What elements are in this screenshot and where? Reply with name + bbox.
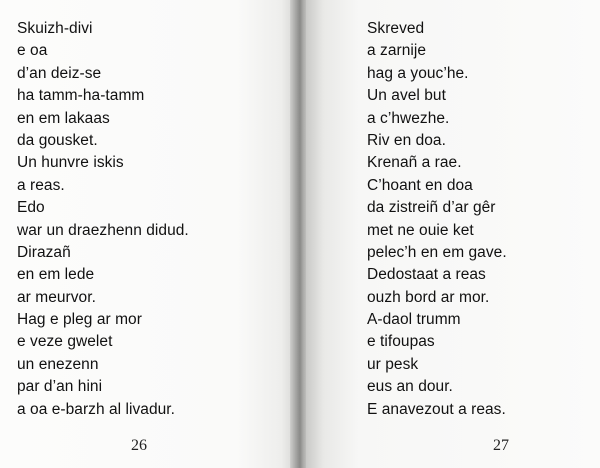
text-line: Krenañ a rae. [367,154,462,172]
text-line: a c’hwezhe. [367,109,450,127]
text-line: da gousket. [17,131,98,149]
text-line: war un draezhenn didud. [17,221,189,239]
text-line: Edo [17,199,45,217]
text-line: par d’an hini [17,378,103,396]
text-line: e tifoupas [367,333,435,351]
text-line: da zistreiñ d’ar gêr [367,199,496,217]
text-line: eus an dour. [367,378,453,396]
text-line: pelec’h en em gave. [367,243,507,261]
text-line: Hag e pleg ar mor [17,311,142,329]
text-line: E anavezout a reas. [367,400,506,418]
text-line: ur pesk [367,355,419,373]
text-line: ha tamm-ha-tamm [17,87,145,105]
text-line: en em lakaas [17,109,110,127]
text-line: C’hoant en doa [367,176,473,194]
text-line: Un hunvre iskis [17,154,124,172]
text-line: e oa [17,42,48,60]
text-line: met ne ouie ket [367,221,474,239]
text-line: Skreved [367,20,425,37]
text-line: en em lede [17,266,95,284]
text-line: Un avel but [367,87,446,105]
text-line: Dedostaat a reas [367,266,486,284]
text-line: hag a youc’he. [367,64,469,82]
text-line: ar meurvor. [17,288,96,306]
text-line: ouzh bord ar mor. [367,288,490,306]
text-line: a zarnije [367,42,427,60]
text-line: Dirazañ [17,243,71,261]
left-page [0,0,296,468]
text-line: e veze gwelet [17,333,113,351]
text-line: A-daol trumm [367,311,461,329]
text-line: Riv en doa. [367,131,446,149]
page-number-left: 26 [131,437,147,454]
page-number-right: 27 [493,437,509,454]
text-line: un enezenn [17,355,99,373]
text-line: a reas. [17,176,65,194]
text-line: d’an deiz-se [17,64,102,82]
text-line: a oa e-barzh al livadur. [17,400,176,418]
right-page-text [367,18,507,421]
right-page [306,0,600,468]
left-page-text [17,18,189,421]
text-line: Skuizh-divi [17,20,93,37]
